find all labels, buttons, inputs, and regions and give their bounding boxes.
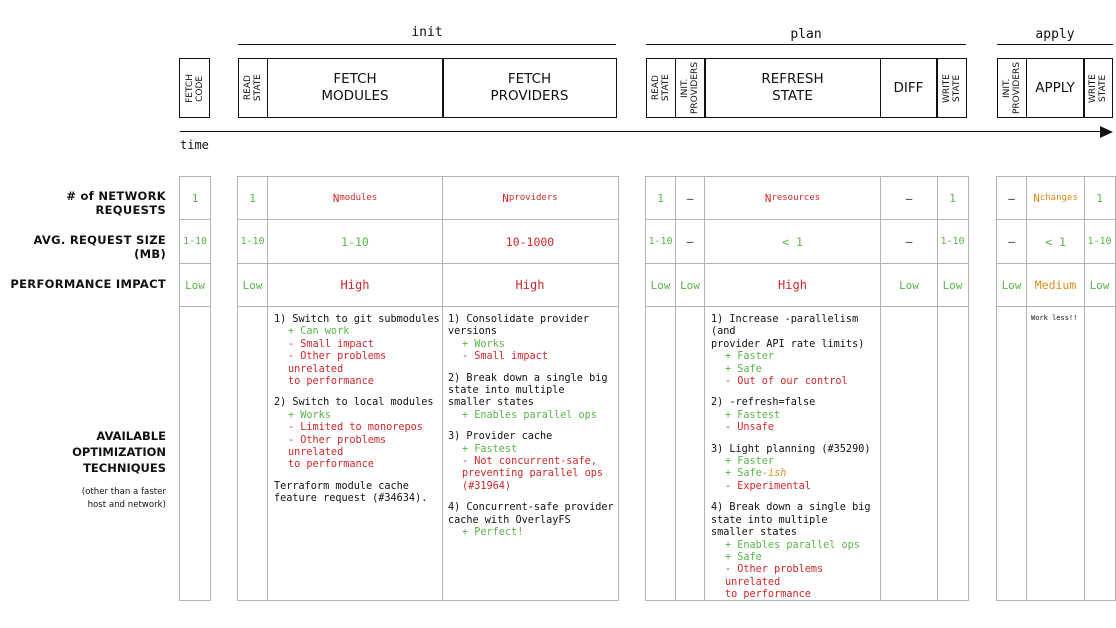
technique-pro: + Can work bbox=[288, 326, 350, 338]
stage-init-providers-apply-label: INIT. PROVIDERS bbox=[1002, 61, 1022, 114]
grid-row-divider bbox=[179, 306, 211, 307]
technique-item bbox=[711, 397, 879, 434]
technique-con: - Limited to monorepos bbox=[288, 422, 423, 434]
technique-pro: + Faster bbox=[725, 456, 775, 468]
stage-fetch-modules-label: FETCH MODULES bbox=[321, 71, 389, 104]
grid-row-divider bbox=[237, 306, 619, 307]
technique-pro: + Safe bbox=[725, 551, 762, 563]
technique-con: - Unsafe bbox=[725, 422, 775, 434]
technique-pro: + Faster bbox=[725, 351, 775, 363]
requests-read-state-init: 1 bbox=[249, 191, 256, 205]
impact-fetch-providers: High bbox=[515, 278, 545, 292]
technique-pro: + Perfect! bbox=[462, 527, 524, 539]
technique-con: - Small impact bbox=[462, 351, 548, 363]
technique-item bbox=[711, 444, 879, 494]
technique-pro: + Works bbox=[462, 338, 505, 350]
phase-plan-bracket bbox=[646, 44, 966, 45]
requests-apply-sup: changes bbox=[1039, 193, 1078, 203]
impact-init-providers-plan: Low bbox=[680, 278, 700, 292]
stage-init-providers-apply bbox=[997, 58, 1027, 118]
stage-write-state-plan bbox=[936, 58, 967, 118]
size-read-state-plan: 1-10 bbox=[648, 236, 673, 247]
available-techniques-label bbox=[0, 428, 166, 512]
timeline-arrowhead bbox=[1100, 126, 1113, 138]
stage-read-state-init bbox=[238, 58, 268, 118]
technique-con: - Other problems unrelated to performance bbox=[288, 351, 387, 388]
techniques-refresh-state bbox=[711, 314, 879, 611]
size-init-providers-plan: – bbox=[686, 235, 694, 248]
requests-fetch-code: 1 bbox=[191, 191, 199, 205]
stage-fetch-code bbox=[179, 58, 210, 118]
size-fetch-modules: 1-10 bbox=[341, 234, 369, 249]
phase-plan-label: plan bbox=[790, 27, 822, 42]
size-fetch-code: 1-10 bbox=[182, 236, 208, 247]
requests-read-state-plan: 1 bbox=[657, 191, 664, 205]
technique-con: - Other problems unrelated to performance bbox=[288, 434, 387, 471]
technique-item bbox=[448, 314, 616, 364]
phase-init-label: init bbox=[411, 25, 443, 40]
requests-fetch-modules-base: N bbox=[332, 191, 340, 205]
technique-pro: + Safe bbox=[725, 363, 762, 375]
stage-read-state-plan-label: READ STATE bbox=[651, 74, 671, 102]
available-techniques-title: AVAILABLE OPTIMIZATION TECHNIQUES bbox=[72, 429, 166, 475]
impact-refresh-state: High bbox=[778, 278, 807, 292]
available-techniques-subtitle: (other than a faster host and network) bbox=[81, 487, 166, 510]
size-apply: < 1 bbox=[1045, 234, 1066, 249]
requests-init-providers-plan: – bbox=[686, 191, 694, 205]
size-init-providers-apply: – bbox=[1008, 235, 1015, 248]
requests-write-state-apply: 1 bbox=[1096, 191, 1103, 205]
requests-fetch-providers bbox=[443, 177, 617, 219]
impact-fetch-code: Low bbox=[185, 278, 205, 292]
grid-row-divider bbox=[996, 306, 1116, 307]
size-read-state-init: 1-10 bbox=[240, 236, 265, 247]
technique-item bbox=[274, 397, 442, 471]
stage-apply-label: APPLY bbox=[1035, 79, 1075, 96]
stage-diff bbox=[880, 58, 938, 118]
timeline-axis bbox=[180, 131, 1102, 132]
requests-fetch-modules bbox=[268, 177, 442, 219]
row-label-request-size: AVG. REQUEST SIZE (MB) bbox=[33, 233, 166, 261]
technique-con: - Not concurrent-safe, preventing parallel ops (#31964) bbox=[462, 456, 604, 492]
techniques-fetch-modules bbox=[274, 314, 442, 515]
technique-title: 2) Switch to local modules bbox=[274, 397, 434, 409]
impact-write-state-apply: Low bbox=[1089, 278, 1110, 292]
impact-apply: Medium bbox=[1034, 278, 1077, 292]
technique-note: Terraform module cache feature request (#34634). bbox=[274, 480, 428, 505]
technique-title: 3) Light planning (#35290) bbox=[711, 443, 871, 455]
stage-init-providers-plan-label: INIT. PROVIDERS bbox=[680, 61, 700, 114]
phase-init-bracket bbox=[238, 44, 616, 45]
stage-refresh-state bbox=[704, 58, 881, 118]
impact-write-state-plan: Low bbox=[942, 278, 963, 292]
stage-write-state-apply-label: WRITE STATE bbox=[1088, 73, 1108, 103]
technique-item bbox=[711, 502, 879, 601]
technique-pro-emphasis: ish bbox=[767, 468, 787, 480]
requests-init-providers-apply: – bbox=[1008, 191, 1015, 205]
size-write-state-apply: 1-10 bbox=[1087, 236, 1112, 247]
stage-write-state-apply bbox=[1083, 58, 1113, 118]
requests-fetch-providers-sup: providers bbox=[508, 193, 558, 203]
requests-refresh-sup: resources bbox=[771, 193, 821, 203]
technique-title: 3) Provider cache bbox=[448, 431, 553, 443]
row-label-network-requests: # of NETWORK REQUESTS bbox=[66, 189, 166, 217]
stage-write-state-plan-label: WRITE STATE bbox=[941, 73, 962, 103]
requests-apply-base: N bbox=[1033, 191, 1040, 205]
size-fetch-providers: 10-1000 bbox=[505, 234, 555, 249]
phase-apply-label: apply bbox=[1035, 27, 1075, 42]
technique-title: 1) Increase -parallelism (and provider API rate limits) bbox=[711, 314, 865, 350]
stage-diff-label: DIFF bbox=[893, 79, 924, 96]
technique-pro-text: + Safe- bbox=[725, 468, 768, 480]
size-refresh-state: < 1 bbox=[782, 234, 803, 249]
technique-title: 2) -refresh=false bbox=[711, 397, 816, 409]
stage-init-providers-plan bbox=[675, 58, 706, 118]
technique-con: - Out of our control bbox=[725, 376, 848, 388]
technique-con: - Small impact bbox=[288, 338, 374, 350]
technique-title: 1) Consolidate provider versions bbox=[448, 314, 590, 338]
technique-item bbox=[274, 314, 442, 388]
requests-fetch-modules-sup: modules bbox=[339, 193, 378, 203]
technique-item bbox=[711, 314, 879, 388]
technique-pro: + Fastest bbox=[725, 409, 781, 421]
technique-pro: + Fastest bbox=[462, 443, 518, 455]
technique-title: 4) Break down a single big state into multiple smaller states bbox=[711, 502, 871, 539]
technique-title: 4) Concurrent-safe provider cache with OverlayFS bbox=[448, 502, 614, 526]
requests-apply bbox=[1027, 177, 1084, 219]
impact-fetch-modules: High bbox=[340, 278, 370, 292]
technique-item bbox=[448, 373, 616, 423]
technique-pro bbox=[711, 468, 879, 480]
technique-con: - Other problems unrelated to performance bbox=[725, 564, 824, 601]
stage-read-state-plan bbox=[646, 58, 676, 118]
technique-item bbox=[448, 431, 616, 493]
technique-title: 1) Switch to git submodules bbox=[274, 314, 440, 325]
stage-fetch-providers-label: FETCH PROVIDERS bbox=[490, 71, 569, 104]
impact-diff: Low bbox=[899, 278, 919, 292]
technique-pro: + Enables parallel ops bbox=[725, 539, 860, 551]
requests-refresh-base: N bbox=[764, 191, 772, 205]
requests-write-state-plan: 1 bbox=[949, 191, 956, 205]
phase-apply-bracket bbox=[997, 44, 1113, 45]
size-diff: – bbox=[905, 235, 913, 248]
stage-apply bbox=[1026, 58, 1085, 118]
size-write-state-plan: 1-10 bbox=[940, 236, 965, 247]
requests-diff: – bbox=[905, 191, 913, 205]
stage-read-state-init-label: READ STATE bbox=[243, 74, 263, 102]
technique-item bbox=[274, 481, 442, 506]
technique-item bbox=[448, 502, 616, 539]
techniques-apply-note: Work less!! bbox=[1031, 314, 1078, 322]
stage-fetch-code-label: FETCH CODE bbox=[184, 73, 205, 103]
row-label-performance-impact: PERFORMANCE IMPACT bbox=[10, 277, 166, 291]
requests-fetch-providers-base: N bbox=[502, 191, 509, 205]
impact-read-state-plan: Low bbox=[650, 278, 671, 292]
technique-con: - Experimental bbox=[725, 480, 811, 492]
stage-fetch-modules bbox=[267, 58, 444, 118]
technique-pro: + Works bbox=[288, 409, 331, 421]
stage-fetch-providers bbox=[442, 58, 617, 118]
techniques-fetch-providers bbox=[448, 314, 616, 549]
technique-pro: + Enables parallel ops bbox=[462, 409, 597, 421]
requests-refresh-state bbox=[705, 177, 880, 219]
grid-row-divider bbox=[645, 306, 969, 307]
impact-read-state-init: Low bbox=[242, 278, 263, 292]
impact-init-providers-apply: Low bbox=[1001, 278, 1022, 292]
time-label: time bbox=[180, 138, 209, 152]
stage-refresh-state-label: REFRESH STATE bbox=[761, 71, 824, 104]
technique-title: 2) Break down a single big state into multiple smaller states bbox=[448, 372, 608, 409]
